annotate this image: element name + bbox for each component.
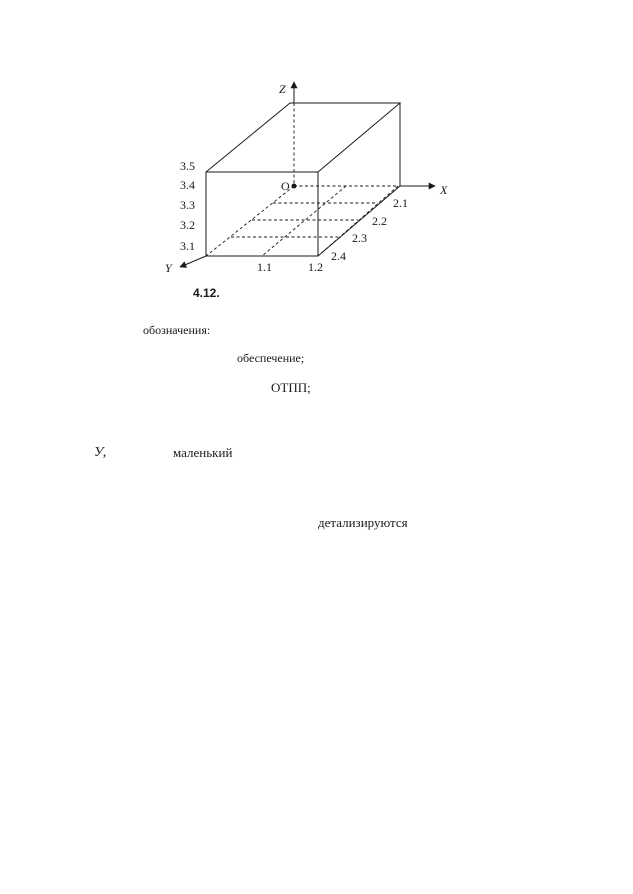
front-face (206, 172, 318, 256)
vertical-label: 3.1 (180, 239, 195, 253)
axes (180, 82, 435, 267)
text-fragment-symbol: У, (94, 445, 107, 460)
y-axis-label: Y (165, 261, 172, 275)
cube-diagram (0, 0, 633, 310)
figure-caption: 4.12. (193, 286, 220, 300)
vertical-label: 3.3 (180, 198, 195, 212)
y-axis (180, 256, 206, 267)
x-axis-label: X (440, 183, 448, 197)
origin-label: O (281, 179, 290, 193)
dashed-grid (206, 103, 398, 256)
text-fragment-notations: обозначения: (143, 323, 211, 337)
text-fragment-otpp: ОТПП; (271, 380, 311, 395)
depth-label: 2.2 (372, 214, 387, 228)
top-face (206, 103, 400, 172)
depth-label: 2.4 (331, 249, 346, 263)
grid-col-2 (262, 186, 346, 256)
vertical-label: 3.2 (180, 218, 195, 232)
text-fragment-detailed: детализируются (318, 515, 408, 530)
depth-label: 2.3 (352, 231, 367, 245)
z-axis-label: Z (279, 82, 286, 96)
bottom-label: 1.1 (257, 260, 272, 274)
vertical-label: 3.5 (180, 159, 195, 173)
text-fragment-provision: обеспечение; (237, 351, 305, 365)
box-outline (206, 103, 400, 256)
grid-col-1 (206, 186, 294, 256)
vertical-label: 3.4 (180, 178, 195, 192)
text-fragment-small: маленький (173, 445, 233, 460)
bottom-label: 1.2 (308, 260, 323, 274)
depth-label: 2.1 (393, 196, 408, 210)
origin-dot (292, 184, 297, 189)
